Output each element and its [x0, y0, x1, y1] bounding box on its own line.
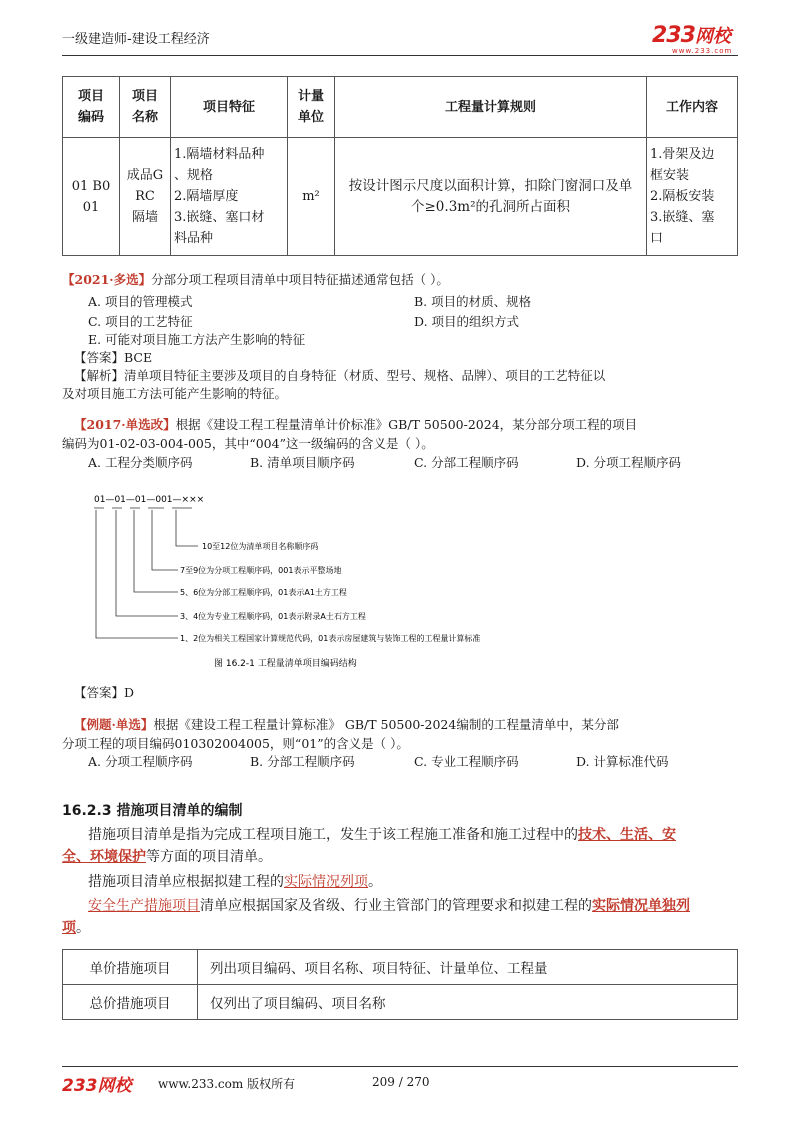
option-d: D. 项目的组织方式 — [414, 314, 520, 329]
highlight-text: 安全生产措施项目 — [88, 898, 200, 914]
analysis-line-1: 【解析】清单项目特征主要涉及项目的自身特征（材质、型号、规格、品牌）、项目的工艺特征以 — [74, 368, 606, 383]
diagram-label-1: 10至12位为清单项目名称顺序码 — [202, 542, 319, 551]
question-3 — [62, 716, 750, 734]
logo-text: 网校 — [694, 26, 731, 47]
section-paragraph-1: 措施项目清单是指为完成工程项目施工，发生于该工程施工准备和施工过程中的技术、生活、安 — [88, 827, 676, 843]
col-header-code: 项目 编码 — [63, 77, 120, 138]
question-stem: 分部分项工程项目清单中项目特征描述通常包括（ ）。 — [151, 272, 449, 287]
section-paragraph-1-cont: 全、环境保护等方面的项目清单。 — [62, 849, 272, 865]
col-header-unit: 计量 单位 — [288, 77, 335, 138]
cell-rule: 按设计图示尺度以面积计算，扣除门窗洞口及单 个≥0.3m²的孔洞所占面积 — [335, 138, 647, 256]
question-tag: 【2017·单选改】 — [74, 417, 176, 432]
question-1 — [62, 271, 738, 289]
section-title: 16.2.3 措施项目清单的编制 — [62, 803, 243, 819]
section-paragraph-3: 安全生产措施项目清单应根据国家及省级、行业主管部门的管理要求和拟建工程的实际情况单独列 — [88, 898, 690, 914]
cell-work: 1.骨架及边 框安装 2.隔板安装 3.嵌缝、塞 口 — [647, 138, 738, 256]
question-stem: 根据《建设工程工程量清单计价标准》GB/T 50500-2024，某分部分项工程的项目 — [175, 417, 638, 432]
question-2 — [62, 416, 750, 434]
analysis-line-2: 及对项目施工方法可能产生影响的特征。 — [62, 386, 288, 401]
header-title: 一级建造师-建设工程经济 — [62, 32, 210, 47]
header-divider — [62, 55, 738, 56]
cell-code: 01 B0 01 — [63, 138, 120, 256]
table-row — [63, 138, 738, 256]
answer: 【答案】BCE — [74, 350, 153, 365]
table-row — [63, 985, 738, 1020]
row-value: 仅列出了项目编码、项目名称 — [198, 985, 738, 1020]
diagram-caption: 图 16.2-1 工程量清单项目编码结构 — [214, 659, 357, 669]
row-key: 单价措施项目 — [63, 950, 198, 985]
section-paragraph-2: 措施项目清单应根据拟建工程的实际情况列项。 — [88, 874, 382, 890]
question-stem: 根据《建设工程工程量计算标准》 GB/T 50500-2024编制的工程量清单中，某分部 — [153, 717, 619, 732]
item-feature-table — [62, 76, 738, 256]
logo-subtitle: www.233.com — [672, 47, 733, 55]
diagram-label-3: 5、6位为分部工程顺序码，01表示A1土方工程 — [180, 588, 347, 597]
diagram-label-5: 1、2位为相关工程国家计算规范代码，01表示房屋建筑与装饰工程的工程量计算标准 — [180, 634, 481, 643]
option-b: B. 清单项目顺序码 — [250, 455, 355, 470]
cell-name: 成品G RC 隔墙 — [120, 138, 171, 256]
footer-logo: 233网校 — [62, 1076, 132, 1096]
section-paragraph-3-cont: 项。 — [62, 920, 90, 936]
cell-features: 1.隔墙材料品种 、规格 2.隔墙厚度 3.嵌缝、塞口材 料品种 — [171, 138, 288, 256]
question-tag: 【2021·多选】 — [62, 272, 152, 287]
col-header-rule: 工程量计算规则 — [335, 77, 647, 138]
option-c: C. 专业工程顺序码 — [414, 754, 519, 769]
diagram-label-2: 7至9位为分项工程顺序码，001表示平整场地 — [180, 566, 342, 575]
table-header-row — [63, 77, 738, 138]
option-a: A. 项目的管理模式 — [88, 294, 193, 309]
logo-number: 233 — [652, 23, 695, 48]
option-b: B. 项目的材质、规格 — [414, 294, 532, 309]
option-c: C. 分部工程顺序码 — [414, 455, 519, 470]
highlight-text: 实际情况列项 — [284, 874, 368, 890]
option-c: C. 项目的工艺特征 — [88, 314, 193, 329]
col-header-work: 工作内容 — [647, 77, 738, 138]
diagram-code: 01—01—01—001—××× — [94, 495, 205, 505]
row-key: 总价措施项目 — [63, 985, 198, 1020]
question-stem-cont: 分项工程的项目编码010302004005，则“01”的含义是（ ）。 — [62, 736, 409, 751]
footer-copyright: www.233.com 版权所有 — [158, 1077, 296, 1091]
cell-unit: m² — [288, 138, 335, 256]
option-a: A. 工程分类顺序码 — [88, 455, 193, 470]
option-b: B. 分部工程顺序码 — [250, 754, 355, 769]
option-d: D. 分项工程顺序码 — [576, 455, 682, 470]
option-e: E. 可能对项目施工方法产生影响的特征 — [88, 332, 306, 347]
col-header-name: 项目 名称 — [120, 77, 171, 138]
answer: 【答案】D — [74, 685, 135, 700]
question-stem-cont: 编码为01-02-03-004-005，其中“004”这一级编码的含义是（ ）。 — [62, 436, 434, 451]
highlight-text: 项 — [62, 920, 76, 936]
row-value: 列出项目编码、项目名称、项目特征、计量单位、工程量 — [198, 950, 738, 985]
coding-structure-diagram — [88, 488, 508, 672]
highlight-text: 全、环境保护 — [62, 849, 146, 865]
option-a: A. 分项工程顺序码 — [88, 754, 193, 769]
col-header-features: 项目特征 — [171, 77, 288, 138]
measure-items-table — [62, 949, 738, 1020]
diagram-label-4: 3、4位为专业工程顺序码，01表示附录A土石方工程 — [180, 612, 366, 621]
option-d: D. 计算标准代码 — [576, 754, 669, 769]
highlight-text: 技术、生活、安 — [578, 827, 676, 843]
brand-logo — [652, 22, 731, 48]
footer-divider — [62, 1066, 738, 1067]
highlight-text: 实际情况单独列 — [592, 898, 690, 914]
table-row — [63, 950, 738, 985]
question-tag: 【例题·单选】 — [74, 717, 154, 732]
page-number: 209 / 270 — [372, 1075, 430, 1089]
